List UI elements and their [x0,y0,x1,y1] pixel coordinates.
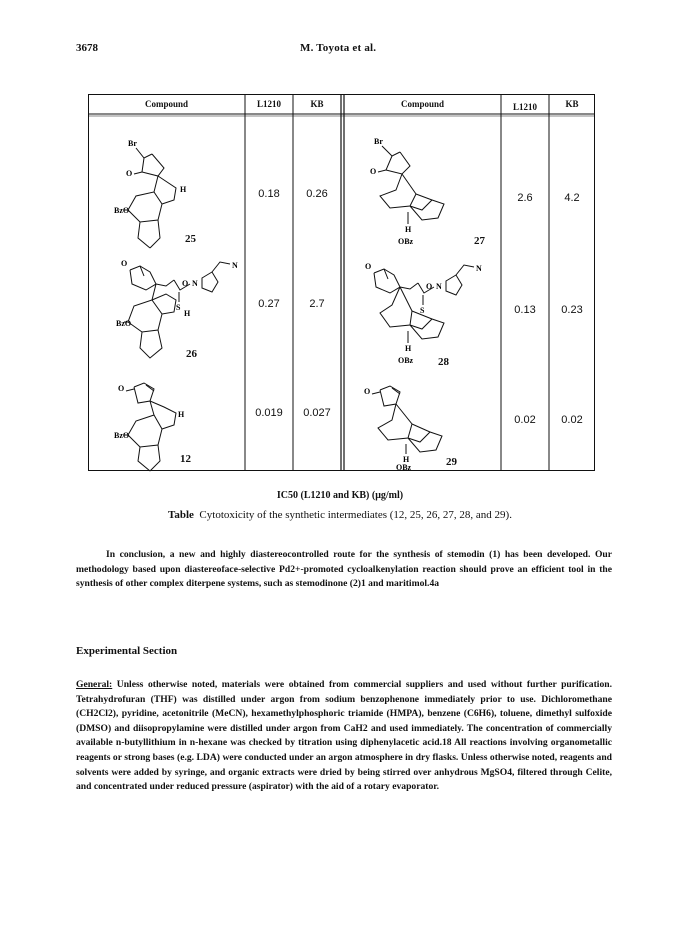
nitrogen-atom-label: N [436,282,442,291]
sulfur-atom-label: S [420,306,425,315]
value-29-kb: 0.02 [561,414,583,426]
section-heading-experimental: Experimental Section [76,645,178,657]
general-label: General: [76,679,113,690]
table-caption-text: Cytotoxicity of the synthetic intermediates (12, 25, 26, 27, 28, and 29). [199,509,512,521]
benzoyloxy-label: OBz [396,463,412,470]
value-12-kb: 0.027 [303,407,331,419]
value-26-l1210: 0.27 [258,298,280,310]
hydrogen-atom-label: H [184,309,191,318]
value-12-l1210: 0.019 [255,407,283,419]
page-number: 3678 [76,42,98,54]
benzoyloxy-label: OBz [398,237,414,246]
oxygen-atom-label: O [182,279,189,288]
oxygen-atom-label: O [121,259,128,268]
hydrogen-atom-label: H [403,455,410,464]
nitrogen-atom-label: N [476,264,482,273]
cytotoxicity-table [88,94,595,471]
header-kb-right: KB [565,99,579,109]
oxygen-atom-label: O [370,167,377,176]
general-text: Unless otherwise noted, materials were obtained from commercial suppliers and used without further purification. Tetrahydrofuran (THF) was distilled under argon from sodium benzophenone immediately prior to use. Dichloromethane (CH2Cl2), pyridine, acetonitrile (MeCN), hexamethylphosphoric triamide (HMPA), benzene (C6H6), toluene, dimethyl sulfoxide (DMSO) and diisopropylamine were distilled under argon from CaH2 and used immediately. The concentration of commercially available n-butyllithium in n-hexane was checked by titration using diphenylacetic acid.18 All reactions involving organometallic reagents or strong bases (e.g. LDA) were conducted under an argon atmosphere in dry flasks. Unless otherwise noted, reagents and solvents were added by syringe, and organic extracts were dried by being stirred over anhydrous MgSO4, filtered through Celite, and concentrated under reduced pressure (aspirator) with the aid of a rotary evaporator. [76,679,612,793]
hydrogen-atom-label: H [178,410,185,419]
value-28-l1210: 0.13 [514,304,536,316]
compound-label-27: 27 [474,235,485,247]
value-27-kb: 4.2 [564,192,580,204]
oxygen-atom-label: O [426,282,433,291]
benzoyloxy-label: OBz [398,356,414,365]
running-head-author: M. Toyota et al. [300,42,377,54]
hydrogen-atom-label: H [405,344,412,353]
compound-label-12: 12 [180,453,191,465]
table-caption [0,509,680,521]
compound-label-26: 26 [186,348,197,360]
oxygen-atom-label: O [364,387,371,396]
table-caption-label: Table [168,509,194,521]
value-25-kb: 0.26 [306,188,328,200]
bromine-atom-label: Br [374,137,383,146]
value-29-l1210: 0.02 [514,414,536,426]
structure-28 [362,257,502,372]
oxygen-atom-label: O [118,384,125,393]
compound-label-28: 28 [438,356,449,368]
header-kb-left: KB [310,99,324,109]
sulfur-atom-label: S [176,303,181,312]
structure-26 [116,254,266,364]
structure-29 [362,380,472,470]
value-26-kb: 2.7 [309,298,325,310]
header-l1210-left: L1210 [256,99,281,109]
nitrogen-atom-label: N [232,261,238,270]
value-25-l1210: 0.18 [258,188,280,200]
structure-25 [114,134,204,249]
structure-12 [114,379,204,474]
general-paragraph [76,678,612,795]
hydrogen-atom-label: H [405,225,412,234]
benzoyloxy-label: BzO [116,319,132,328]
nitrogen-atom-label: N [192,279,198,288]
benzoyloxy-label: BzO [114,431,130,440]
header-compound-right: Compound [400,99,445,109]
hydrogen-atom-label: H [180,185,187,194]
bromine-atom-label: Br [128,139,137,148]
header-l1210-right: L1210 [512,102,537,112]
benzoyloxy-label: BzO [114,206,130,215]
compound-label-25: 25 [185,233,196,245]
oxygen-atom-label: O [365,262,372,271]
compound-label-29: 29 [446,456,457,468]
structure-27 [360,134,470,249]
oxygen-atom-label: O [126,169,133,178]
header-compound-left: Compound [144,99,189,109]
value-28-kb: 0.23 [561,304,583,316]
ic50-note: IC50 (L1210 and KB) (μg/ml) [276,490,404,501]
conclusion-paragraph: In conclusion, a new and highly diastereocontrolled route for the synthesis of stemodin (1) has been developed. Our methodology based upon diastereoface-selective Pd2+-promoted cycloalkenylation reaction should prove an efficient tool in the synthesis of other complex diterpene systems, such as stemodinone (2)1 and maritimol.4a [76,549,612,590]
value-27-l1210: 2.6 [517,192,533,204]
